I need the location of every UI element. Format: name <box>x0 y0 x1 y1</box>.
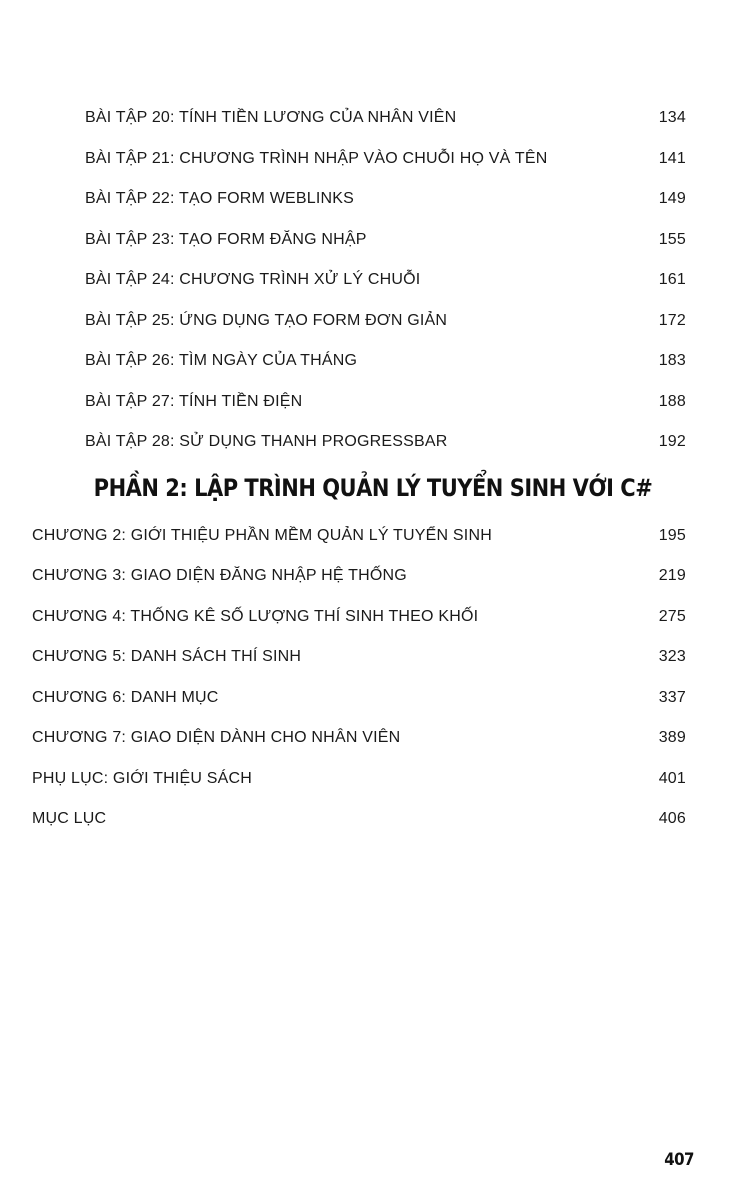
toc-entry-title: MỤC LỤC <box>32 810 107 827</box>
toc-entry-title: CHƯƠNG 3: GIAO DIỆN ĐĂNG NHẬP HỆ THỐNG <box>32 567 407 584</box>
toc-entry <box>85 349 686 373</box>
toc-entry-title: BÀI TẬP 27: TÍNH TIỀN ĐIỆN <box>85 393 303 410</box>
toc-entry <box>32 645 686 669</box>
toc-entry-title: BÀI TẬP 22: TẠO FORM WEBLINKS <box>85 190 354 207</box>
toc-entry <box>32 564 686 588</box>
toc-entry-page: 275 <box>658 608 686 625</box>
toc-entry-page: 149 <box>658 190 686 207</box>
toc-entry <box>85 268 686 292</box>
toc-entry <box>32 726 686 750</box>
toc-entry-title: CHƯƠNG 2: GIỚI THIỆU PHẦN MỀM QUẢN LÝ TUYỂN SINH <box>32 527 492 544</box>
toc-entry-page: 389 <box>658 729 686 746</box>
toc-entry-page: 406 <box>658 810 686 827</box>
toc-entry <box>85 309 686 333</box>
toc-entry-page: 219 <box>658 567 686 584</box>
toc-entry <box>32 686 686 710</box>
toc-entry-page: 134 <box>658 109 686 126</box>
toc-entry-page: 337 <box>658 689 686 706</box>
toc-entry-title: BÀI TẬP 24: CHƯƠNG TRÌNH XỬ LÝ CHUỖI <box>85 271 421 288</box>
toc-entry-title: BÀI TẬP 20: TÍNH TIỀN LƯƠNG CỦA NHÂN VIÊN <box>85 109 457 126</box>
toc-entry-page: 401 <box>658 770 686 787</box>
toc-entry-title: PHỤ LỤC: GIỚI THIỆU SÁCH <box>32 770 253 787</box>
toc-entry-page: 188 <box>658 393 686 410</box>
toc-entry <box>32 807 686 831</box>
toc-entry-title: BÀI TẬP 26: TÌM NGÀY CỦA THÁNG <box>85 352 358 369</box>
toc-entry <box>85 187 686 211</box>
page-number: 407 <box>664 1148 694 1170</box>
toc-entry-title: CHƯƠNG 4: THỐNG KÊ SỐ LƯỢNG THÍ SINH THEO KHỐI <box>32 608 479 625</box>
toc-entry-title: BÀI TẬP 23: TẠO FORM ĐĂNG NHẬP <box>85 231 367 248</box>
toc-entry-page: 192 <box>658 433 686 450</box>
toc-entry-title: BÀI TẬP 21: CHƯƠNG TRÌNH NHẬP VÀO CHUỖI HỌ VÀ TÊN <box>85 150 548 167</box>
toc-entry <box>85 390 686 414</box>
toc-entry-title: BÀI TẬP 25: ỨNG DỤNG TẠO FORM ĐƠN GIẢN <box>85 312 448 329</box>
toc-entry-page: 323 <box>658 648 686 665</box>
toc-entry <box>85 147 686 171</box>
toc-entry <box>32 524 686 548</box>
toc-entry-title: CHƯƠNG 5: DANH SÁCH THÍ SINH <box>32 648 302 665</box>
toc-entry-title: CHƯƠNG 7: GIAO DIỆN DÀNH CHO NHÂN VIÊN <box>32 729 401 746</box>
toc-entry <box>85 430 686 454</box>
toc-entry-title: CHƯƠNG 6: DANH MỤC <box>32 689 219 706</box>
toc-entry-title: BÀI TẬP 28: SỬ DỤNG THANH PROGRESSBAR <box>85 433 448 450</box>
toc-entry <box>85 106 686 130</box>
toc-entry <box>85 228 686 252</box>
section-heading: PHẦN 2: LẬP TRÌNH QUẢN LÝ TUYỂN SINH VỚI C# <box>93 474 653 502</box>
toc-entry-page: 172 <box>658 312 686 329</box>
toc-entry-page: 155 <box>658 231 686 248</box>
toc-entry-page: 161 <box>658 271 686 288</box>
toc-entry-page: 141 <box>658 150 686 167</box>
toc-entry <box>32 605 686 629</box>
toc-entry <box>32 767 686 791</box>
toc-entry-page: 195 <box>658 527 686 544</box>
toc-entry-page: 183 <box>658 352 686 369</box>
